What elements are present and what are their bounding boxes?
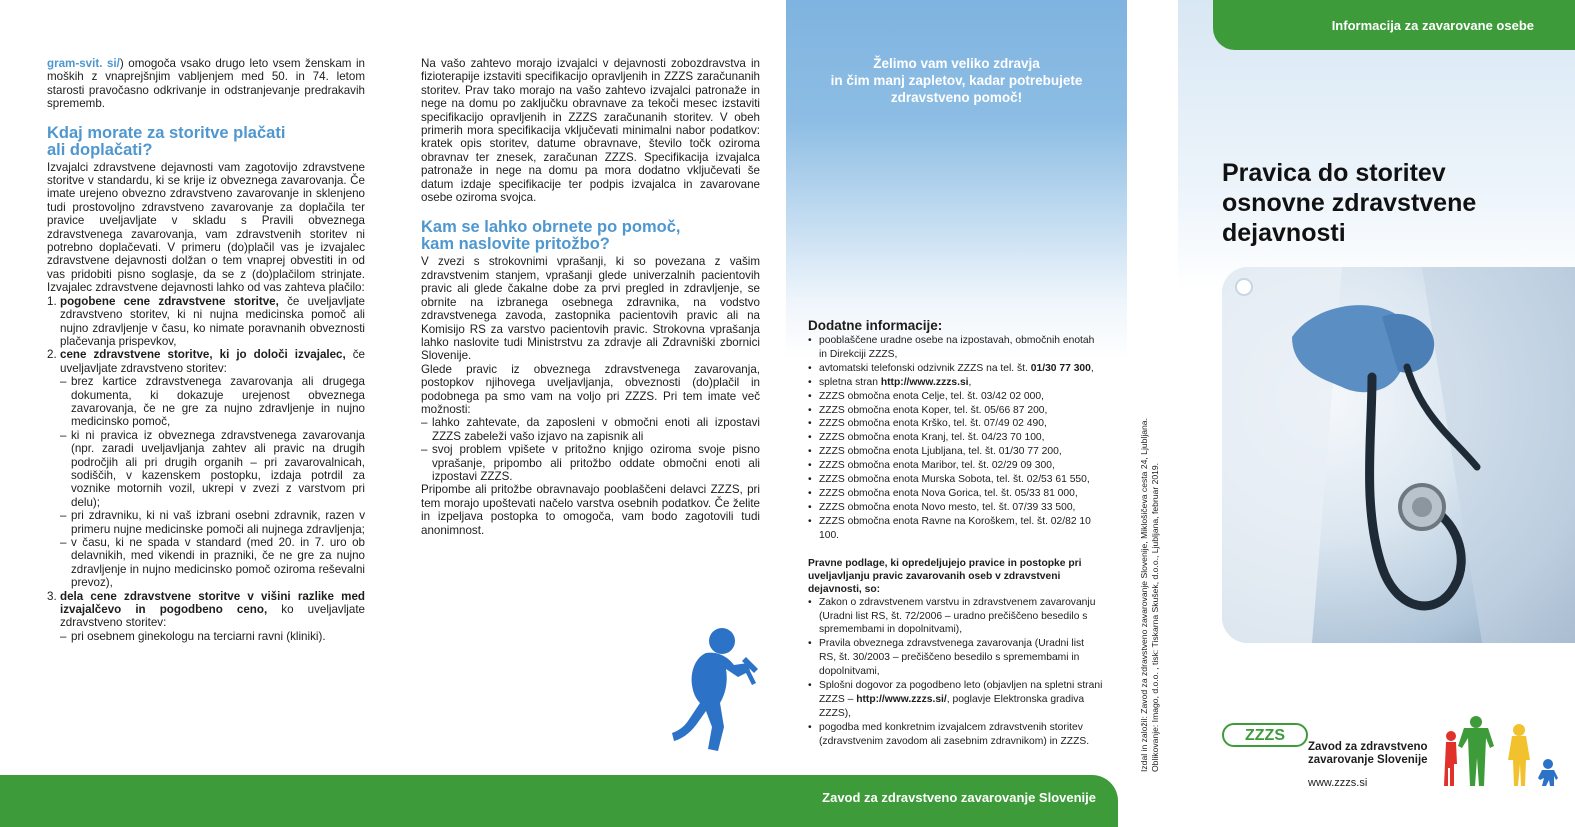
list-item: • ZZZS območna enota Celje, tel. št. 03/42 02 000, xyxy=(808,390,1104,404)
list-item: – v času, ki ne spada v standard (med 20. in 7. uro ob delavnikih, med vikendi in prazniki, če ne gre za nujno zdravljenje in nujno medicinsko pomoč oziroma reševalni prevoz), xyxy=(60,536,365,590)
website-link[interactable]: http://www.zzzs.si xyxy=(880,376,969,388)
stethoscope-icon xyxy=(1222,267,1575,643)
cover-tab xyxy=(1213,0,1575,50)
list-item: • spletna stran http://www.zzzs.si, xyxy=(808,376,1104,390)
brand-url[interactable]: www.zzzs.si xyxy=(1308,777,1368,789)
help-paragraph: V zvezi s strokovnimi vprašanji, ki so povezana z vašim zdravstvenim stanjem, vprašanji glede univerzalnih pacientovih pravic ali glede čakalne dobe za prvi pregled in zdravljenje, se obrnite na izbranega osebnega zdravnika, na vodstvo zdravstvenega zavoda, zastopnika pacientovih pravic ali na Komisijo RS za varstvo pacientovih pravic. Strokovna vprašanja lahko naslovite tudi Ministrstvu za zdravje ali Zdravniški zbornici Slovenije. xyxy=(421,255,760,363)
intro-paragraph: gram-svit. si/) omogoča vsako drugo leto vsem ženskam in moških z vnaprejšnjim vabljenjem med 50. in 74. letom starosti pravočasno odkrivanje in odstranjevanje predrakavih sprememb. xyxy=(47,57,365,111)
list-item: 3. dela cene zdravstvene storitve v višini razlike med izvajalčevo in pogodbeno ceno, ko uveljavljate zdravstveno storitev: – pri osebnem ginekologu na terciarni ravni (kliniki). xyxy=(47,590,365,644)
list-item: • Pravila obveznega zdravstvenega zavarovanja (Uradni list RS, št. 30/2003 – prečiščeno besedilo s spremembami in dopolnitvami, xyxy=(808,637,1104,679)
list-item: • ZZZS območna enota Nova Gorica, tel. št. 05/33 81 000, xyxy=(808,487,1104,501)
column-2 xyxy=(421,57,760,537)
cover-title: Pravica do storitev osnovne zdravstvene dejavnosti xyxy=(1222,159,1477,247)
intro-link[interactable]: gram-svit. si/ xyxy=(47,57,120,70)
list-item: 1. pogobene cene zdravstvene storitve, če uveljavljate zdravstveno storitev, ki ni nujna medicinska pomoč ali nujno zdravljenje v času, ko nimate poravnanih obveznosti plačevanja prispevkov, xyxy=(47,294,365,348)
list-item: • ZZZS območna enota Ljubljana, tel. št. 01/30 77 200, xyxy=(808,445,1104,459)
heading-payment: Kdaj morate za storitve plačati ali doplačati? xyxy=(47,123,286,159)
list-item: • avtomatski telefonski odzivnik ZZZS na tel. št. 01/30 77 300, xyxy=(808,362,1104,376)
specification-paragraph: Na vašo zahtevo morajo izvajalci v dejavnosti zobozdravstva in fizioterapije izstaviti specifikacijo opravljenih in ZZZS zaračunanih storitev. Prav tako morajo na vašo zahtevo izvajalci patronaže in nege na domu po zaključku obravnave za tekoči mesec izstaviti specifikacijo opravljenih in ZZZS zaračunanih storitev. V obeh primerih mora specifikacija vključevati minimalni nabor podatkov: kratek opis storitev, datume obravnave, število točk oziroma obravnav ter znesek, zaračunan ZZZS. Specifikacija izvajalca patronaže in nege na domu pa mora dodatno vključevati še datum izdaje specifikacije ter podpis izvajalca in zavarovane osebe oziroma svojca. xyxy=(421,57,760,205)
payment-list xyxy=(47,295,365,644)
info-title: Dodatne informacije: xyxy=(808,318,943,333)
imprint: Izdal in založil: Zavod za zdravstveno zavarovanje Slovenije, Miklošičeva cesta 24, Ljubljana. Oblikovanje: Imago, d.o.o. , tisk: Tiskarna Skušek, d.o.o., Ljubljana, februar 2019. xyxy=(1139,418,1160,772)
svg-text:ZZZS: ZZZS xyxy=(1245,727,1285,744)
heading-help: Kam se lahko obrnete po pomoč, kam naslovite pritožbo? xyxy=(421,218,681,254)
list-item: • pogodba med konkretnim izvajalcem zdravstvenih storitev (zdravstvenim zavodom ali zasebnim zdravnikom) in ZZZS. xyxy=(808,721,1104,749)
list-item: • ZZZS območna enota Krško, tel. št. 07/49 02 490, xyxy=(808,417,1104,431)
complaints-paragraph: Pripombe ali pritožbe obravnavajo pooblaščeni delavci ZZZS, pri tem morajo upoštevati načelo varstva osebnih podatkov. Če želite in izpeljava postopka to omogoča, vam bodo zagotovili tudi anonimnost. xyxy=(421,483,760,537)
additional-info xyxy=(808,318,1104,749)
list-item: – lahko zahtevate, da zaposleni v območni enoti ali izpostavi ZZZS zabeleži vašo izjavo na zapisnik ali xyxy=(421,416,760,443)
list-item: • ZZZS območna enota Novo mesto, tel. št. 07/39 33 500, xyxy=(808,501,1104,515)
list-item: • ZZZS območna enota Ravne na Koroškem, tel. št. 02/82 10 100. xyxy=(808,515,1104,543)
list-item: • ZZZS območna enota Maribor, tel. št. 02/29 09 300, xyxy=(808,459,1104,473)
footer-title: Zavod za zdravstveno zavarovanje Slovenije xyxy=(822,790,1096,805)
website-link[interactable]: http://www.zzzs.si/ xyxy=(856,693,947,705)
list-item: • ZZZS območna enota Koper, tel. št. 05/66 87 200, xyxy=(808,404,1104,418)
legal-title: Pravne podlage, ki opredeljujejo pravice in postopke pri uveljavljanju pravic zavarovanih oseb v zdravstveni dejavnosti, so: xyxy=(808,557,1082,595)
list-item: • ZZZS območna enota Kranj, tel. št. 04/23 70 100, xyxy=(808,431,1104,445)
list-item: • Splošni dogovor za pogodbeno leto (objavljen na spletni strani ZZZS – http://www.zzzs.si/, poglavje Elektronska gradiva ZZZS), xyxy=(808,679,1104,721)
cover-tab-label: Informacija za zavarovane osebe xyxy=(1331,18,1534,33)
list-item: • pooblaščene uradne osebe na izpostavah, območnih enotah in Direkciji ZZZS, xyxy=(808,334,1104,362)
list-item: – pri zdravniku, ki ni vaš izbrani osebni zdravnik, razen v primeru nujne medicinske pomoči ali nujnega zdravljenja; xyxy=(60,509,365,536)
info-list xyxy=(808,334,1104,543)
zzzs-logo xyxy=(1222,723,1308,747)
list-item: 2. cene zdravstvene storitve, ki jo določi izvajalec, če uveljavljate zdravstveno storitev: – brez kartice zdravstvenega zavarovanja ali drugega dokumenta, ki dokazuje urejenost obveznega zavarovanja, če ne gre za nujno zdravljenje in nujno medicinsko pomoč, – ki ni pravica iz obveznega zdravstvenega zavarovanja (npr. zaradi uveljavljanja zahtev ali pravic na drugih področjih ali pri drugih organih – pri zavarovalnicah, sodiščih, v kazenskem postopku, izdaja potrdil za voznike motornih vozil, ukrepi v zvezi z varstvom pri delu); – pri zdravniku, ki ni vaš izbrani osebni zdravnik, razen v primeru nujne medicinske pomoči ali nujnega zdravljenja; – v času, ki ne spada v standard (med 20. in 7. uro ob delavnikih, med vikendi in prazniki, če ne gre za nujno zdravljenje in nujno medicinsko pomoč oziroma reševalni prevoz), xyxy=(47,348,365,589)
list-item: – svoj problem vpišete v pritožno knjigo oziroma svoje pisno vprašanje, pripombo ali pritožbo oddate območni enoti ali izpostavi ZZZS. xyxy=(421,443,760,483)
child-figure-icon xyxy=(668,627,760,753)
doctor-photo xyxy=(1222,267,1575,643)
list-item: – brez kartice zdravstvenega zavarovanja ali drugega dokumenta, ki dokazuje urejenost obveznega zavarovanja, če ne gre za nujno zdravljenje in nujno medicinsko pomoč, xyxy=(60,375,365,429)
payment-paragraph: Izvajalci zdravstvene dejavnosti vam zagotovijo zdravstvene storitve v standardu, ki se krije iz obveznega zavarovanja. Če imate urejeno obvezno zdravstveno zavarovanje in sklenjeno tudi prostovoljno zdravstveno zavarovanje za doplačila ter pravice uveljavljate v skladu s Pravili obveznega zdravstvenega zavarovanja, vam zdravstvenih storitev ni potrebno doplačevati. V primeru (do)plačil vas je izvajalec zdravstvene dejavnosti dolžan o tem vnaprej obvestiti in od vas pridobiti pisno soglasje, da se z (do)plačilom strinjate. Izvajalec zdravstvene dejavnosti lahko od vas zahteva plačilo: xyxy=(47,160,365,295)
list-item: • ZZZS območna enota Murska Sobota, tel. št. 02/53 61 550, xyxy=(808,473,1104,487)
brand-name: Zavod za zdravstveno zavarovanje Slovenije xyxy=(1308,741,1428,766)
list-item: – pri osebnem ginekologu na terciarni ravni (kliniki). xyxy=(60,630,365,643)
column-1 xyxy=(47,57,365,643)
family-figures-icon xyxy=(1442,716,1560,788)
list-item: • Zakon o zdravstvenem varstvu in zdravstvenem zavarovanju (Uradni list RS, št. 72/2006 – uradno prečiščeno besedilo s spremembami in dopolnitvami), xyxy=(808,596,1104,638)
options-list xyxy=(421,416,760,483)
footer-bar xyxy=(0,775,1118,827)
slogan: Želimo vam veliko zdravja in čim manj zapletov, kadar potrebujete zdravstveno pomoč! xyxy=(830,56,1083,105)
legal-list xyxy=(808,596,1104,749)
list-item: – ki ni pravica iz obveznega zdravstvenega zavarovanja (npr. zaradi uveljavljanja zahtev ali pravic na drugih področjih ali pri drugih organih – pri zavarovalnicah, sodiščih, v kazenskem postopku, izdaja potrdil za voznike motornih vozil, ukrepi v zvezi z varstvom pri delu); xyxy=(60,429,365,509)
zzzs-paragraph: Glede pravic iz obveznega zdravstvenega zavarovanja, postopkov njihovega uveljavljanja, obveznosti (do)plačil in podobnega pa smo vam na voljo pri ZZZS. Pri tem imate več možnosti: xyxy=(421,362,760,416)
sub-list xyxy=(60,375,365,590)
sub-list xyxy=(60,630,365,643)
